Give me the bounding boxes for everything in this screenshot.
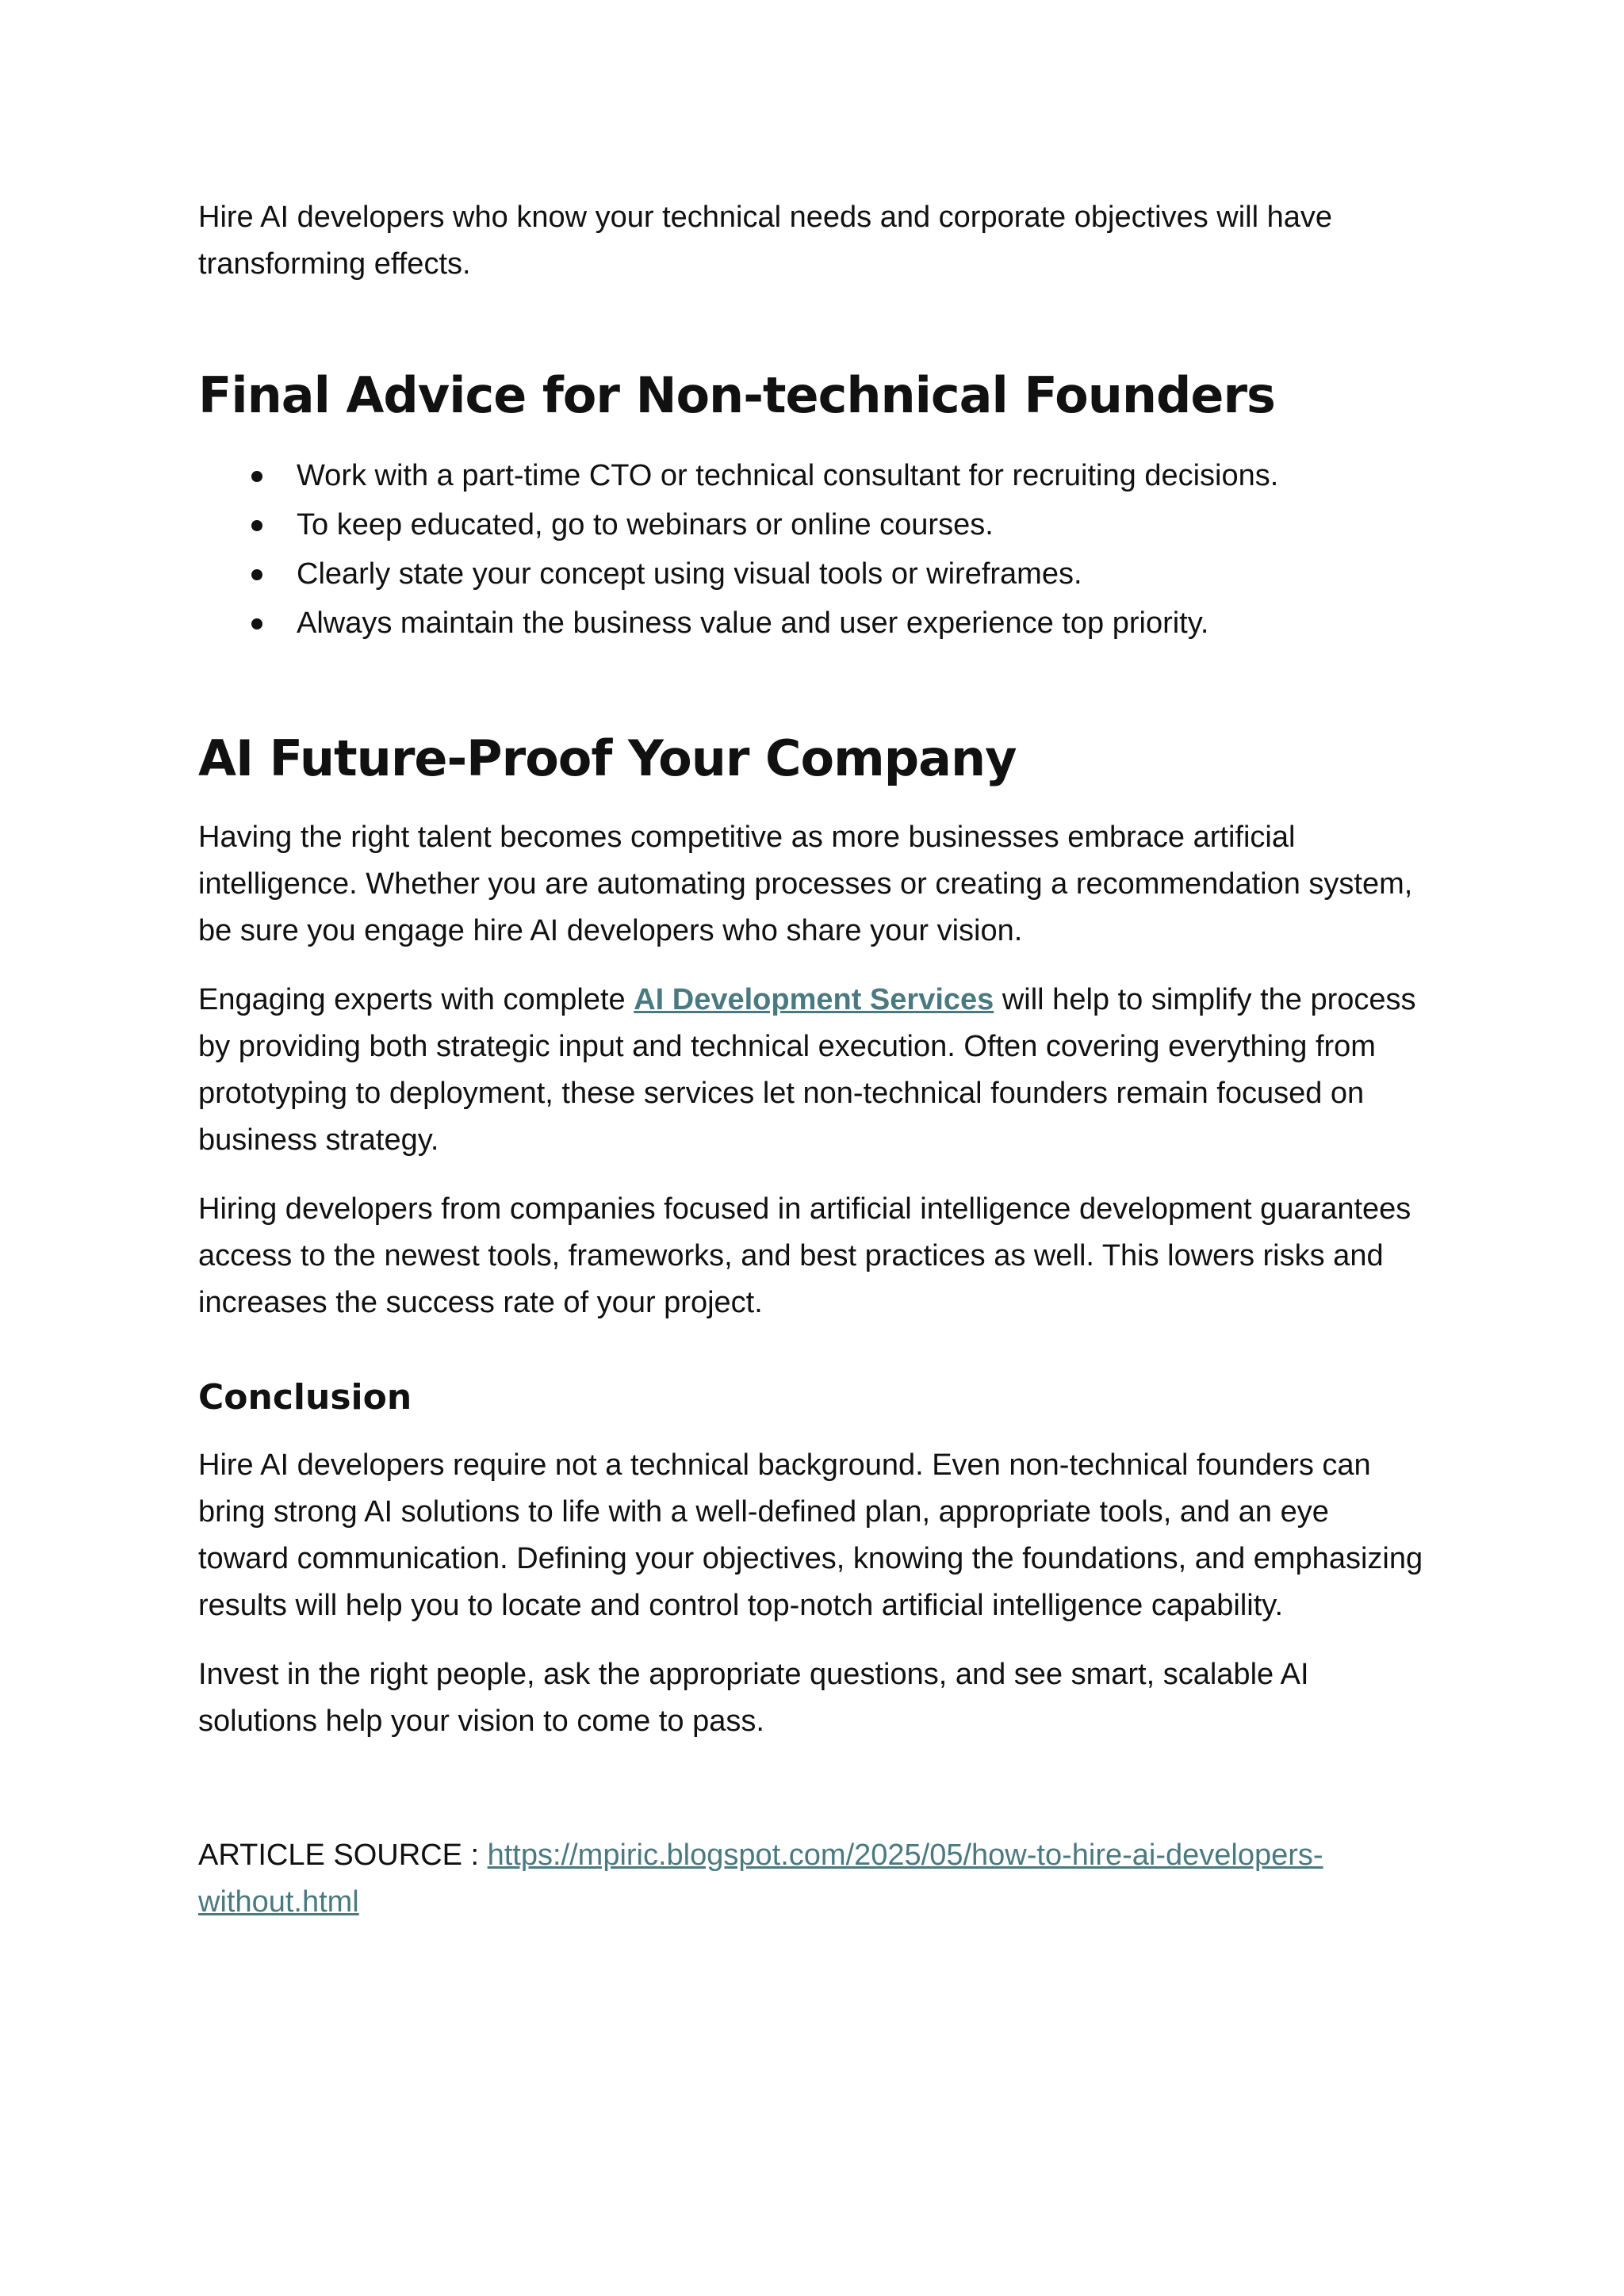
future-paragraph-1: Having the right talent becomes competitive as more businesses embrace artificial intelligence. Whether you are automating processes or creating a recommendation system, be sure you engage hire AI developers who share your vision. [198,821,1413,947]
list-item [198,549,1427,599]
bullet-icon [251,471,262,482]
article-source [198,1832,1427,1926]
list-item-text: Clearly state your concept using visual tools or wireframes. [297,557,1082,591]
heading-final-advice: Final Advice for Non-technical Founders [198,366,1275,424]
bullet-icon [251,618,262,629]
ai-development-services-link[interactable]: AI Development Services [634,983,994,1016]
conclusion-paragraph-1: Hire AI developers require not a technical background. Even non-technical founders can bring strong AI solutions to life with a well-defined plan, appropriate tools, and an eye toward communication. Defining your objectives, knowing the foundations, and emphasizing results will help you to locate and control top-notch artificial intelligence capability. [198,1448,1423,1622]
heading-future-proof: AI Future-Proof Your Company [198,729,1017,787]
advice-list [198,451,1427,648]
article-source-url-part1: https://mpiric.blogspot.com/2025/05/how-to-hire-ai-developers- [487,1839,1323,1872]
list-item-text: Work with a part-time CTO or technical consultant for recruiting decisions. [297,459,1279,492]
heading-conclusion: Conclusion [198,1377,412,1418]
paragraph-text: will help to simplify the process by providing both strategic input and technical execution. Often covering everything from prototyping to deployment, these services let non-technical founders remain focused on business strategy. [198,983,1416,1157]
article-source-label: ARTICLE SOURCE : [198,1839,488,1872]
article-source-url-part2: without.html [198,1885,359,1919]
list-item [198,599,1427,648]
conclusion-paragraph-2: Invest in the right people, ask the appropriate questions, and see smart, scalable AI solutions help your vision to come to pass. [198,1658,1309,1738]
list-item [198,500,1427,549]
paragraph-text: Engaging experts with complete [198,983,634,1016]
future-paragraph-2 [198,977,1427,1164]
list-item-text: Always maintain the business value and user experience top priority. [297,607,1209,640]
list-item-text: To keep educated, go to webinars or online courses. [297,508,994,541]
bullet-icon [251,520,262,531]
future-paragraph-3: Hiring developers from companies focused in artificial intelligence development guarantees access to the newest tools, frameworks, and best practices as well. This lowers risks and increases the success rate of your project. [198,1192,1411,1319]
intro-paragraph: Hire AI developers who know your technical needs and corporate objectives will have transforming effects. [198,201,1333,281]
list-item [198,451,1427,500]
document-page [198,194,1427,1948]
bullet-icon [251,569,262,580]
